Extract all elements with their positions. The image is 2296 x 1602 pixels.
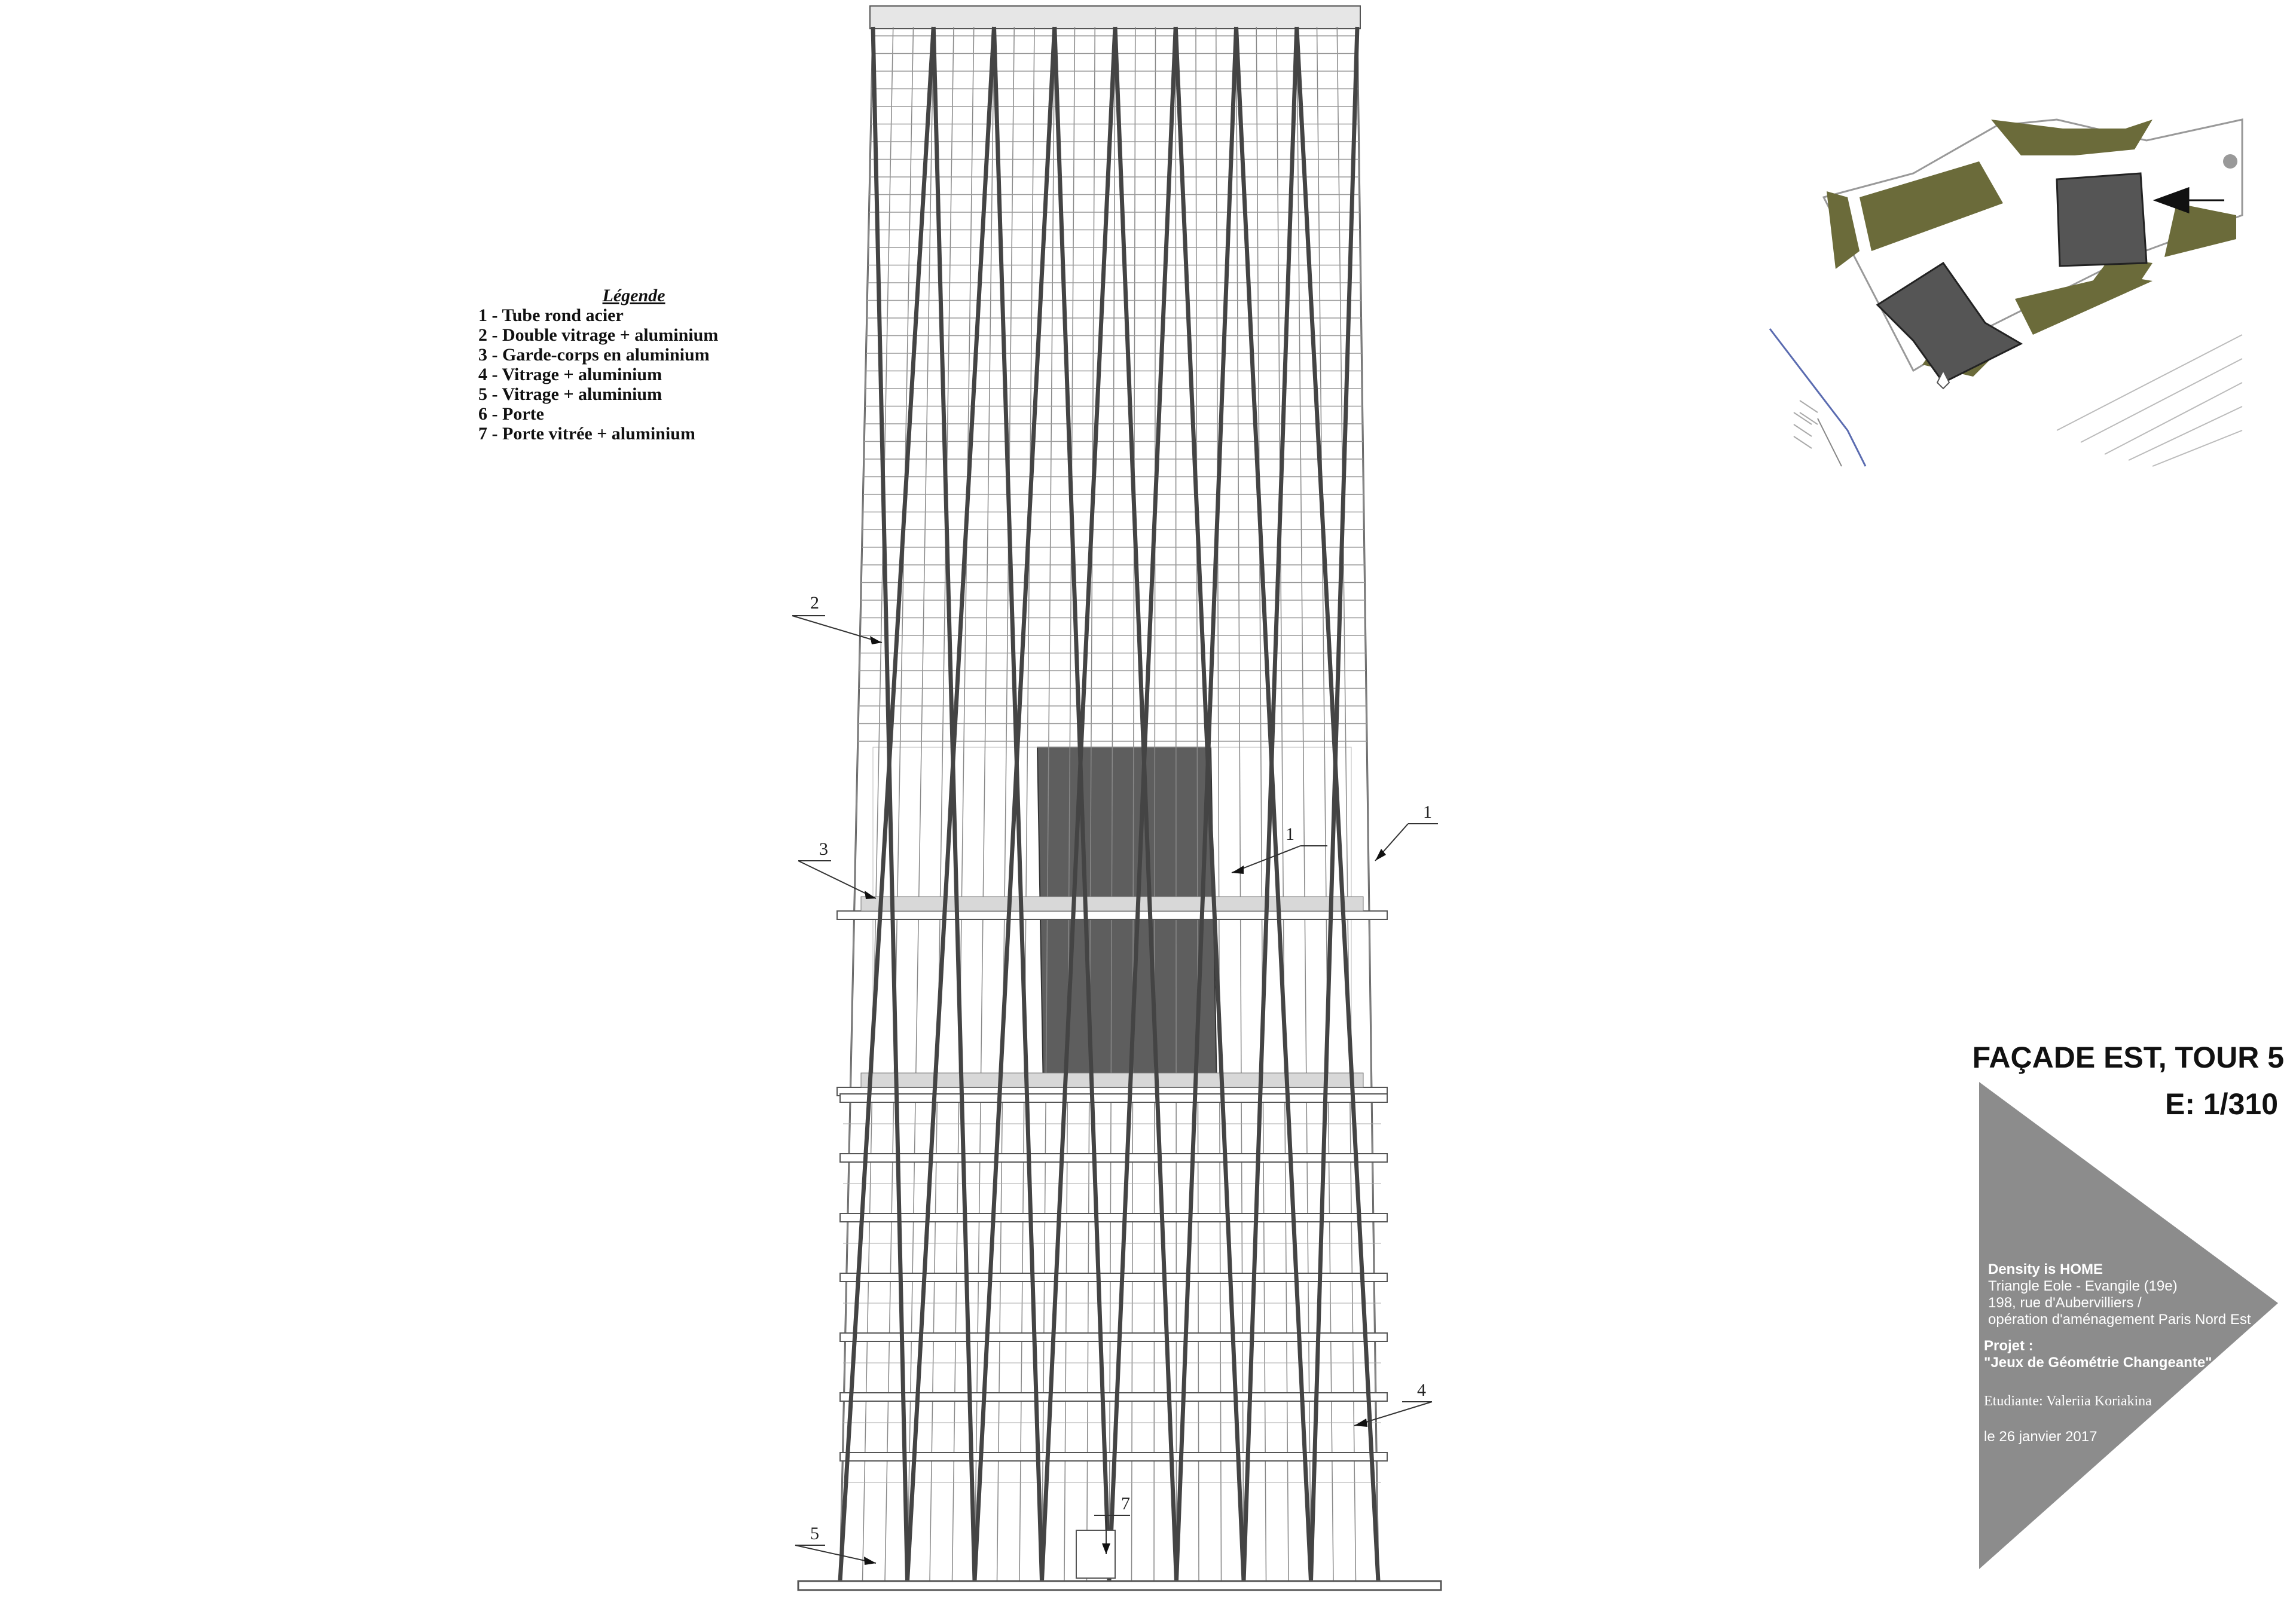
- ground-base: [798, 1581, 1441, 1590]
- legend-item: 7 - Porte vitrée + aluminium: [478, 424, 695, 444]
- guardrail: [861, 897, 1363, 911]
- date: le 26 janvier 2017: [1984, 1429, 2097, 1445]
- project-name: Density is HOME: [1988, 1261, 2103, 1277]
- legend: [478, 286, 765, 444]
- drawing-scale: E: 1/310: [2164, 1087, 2278, 1121]
- legend-item: 4 - Vitrage + aluminium: [478, 365, 662, 384]
- legend-item: 3 - Garde-corps en aluminium: [478, 345, 710, 365]
- site-line-3: opération d'aménagement Paris Nord Est: [1988, 1311, 2251, 1328]
- roof-parapet: [870, 6, 1360, 29]
- tower-elevation: [798, 6, 1441, 1590]
- entrance-door: [1076, 1530, 1115, 1578]
- floor-slab: [840, 1393, 1387, 1401]
- callout-1-outer: 1: [1423, 802, 1432, 822]
- building-tower-5: [2057, 173, 2147, 266]
- site-plan: [1770, 114, 2242, 466]
- projet-label: Projet :: [1984, 1338, 2034, 1354]
- legend-item: 1 - Tube rond acier: [478, 305, 624, 325]
- callout-4: 4: [1417, 1380, 1426, 1400]
- floor-slab: [840, 1213, 1387, 1222]
- callout-7: 7: [1121, 1494, 1130, 1514]
- drawing-title: FAÇADE EST, TOUR 5: [1972, 1041, 2284, 1074]
- site-line-2: 198, rue d'Aubervilliers /: [1988, 1295, 2142, 1311]
- callout-1-inner: 1: [1286, 824, 1294, 844]
- legend-title: Légende: [602, 286, 665, 305]
- legend-item: 2 - Double vitrage + aluminium: [478, 325, 719, 345]
- floor-slab: [840, 1154, 1387, 1162]
- floor-slab: [840, 1094, 1387, 1102]
- legend-item: 6 - Porte: [478, 404, 544, 424]
- site-line-1: Triangle Eole - Evangile (19e): [1988, 1278, 2178, 1294]
- projet-name: "Jeux de Géométrie Changeante": [1984, 1355, 2212, 1371]
- balcony-slab: [837, 911, 1387, 919]
- callout-5: 5: [810, 1524, 819, 1543]
- legend-item: 5 - Vitrage + aluminium: [478, 384, 662, 404]
- callout-2: 2: [810, 593, 819, 613]
- student-name: Etudiante: Valeriia Koriakina: [1984, 1393, 2152, 1409]
- callout-3: 3: [819, 839, 828, 859]
